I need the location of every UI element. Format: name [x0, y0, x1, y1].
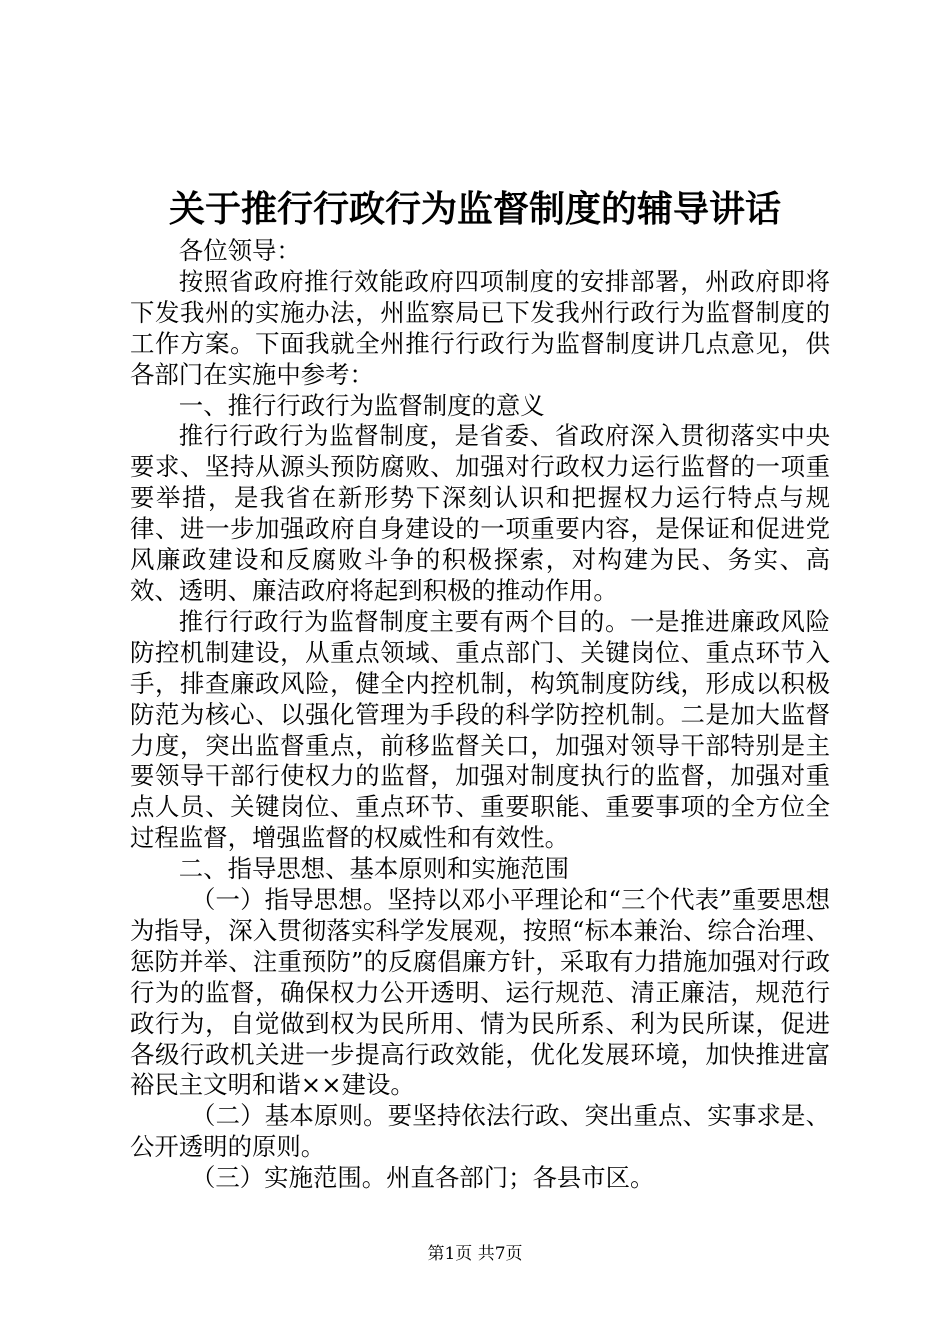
section-heading-2: 二、指导思想、基本原则和实施范围: [178, 854, 570, 884]
intro-paragraph: 按照省政府推行效能政府四项制度的安排部署，州政府即将下发我州的实施办法，州监察局已下发我州行政行为监督制度的工作方案。下面我就全州推行行政行为监督制度讲几点意见，供各部门在实施中参考：: [130, 266, 830, 389]
subsection-paragraph: （三）实施范围。州直各部门；各县市区。: [191, 1163, 655, 1193]
document-body: [130, 236, 830, 1194]
body-paragraph: 推行行政行为监督制度，是省委、省政府深入贯彻落实中央要求、坚持从源头预防腐败、加强对行政权力运行监督的一项重要举措，是我省在新形势下深刻认识和把握权力运行特点与规律、进一步加强政府自身建设的一项重要内容，是保证和促进党风廉政建设和反腐败斗争的积极探索，对构建为民、务实、高效、透明、廉洁政府将起到积极的推动作用。: [130, 421, 830, 605]
page-footer: 第1页 共7页: [427, 1244, 523, 1264]
subsection-paragraph: （一）指导思想。坚持以邓小平理论和“三个代表”重要思想为指导，深入贯彻落实科学发展观，按照“标本兼治、综合治理、惩防并举、注重预防”的反腐倡廉方针，采取有力措施加强对行政行为的监督，确保权力公开透明、运行规范、清正廉洁，规范行政行为，自觉做到权为民所用、情为民所系、利为民所谋，促进各级行政机关进一步提高行政效能，优化发展环境，加快推进富裕民主文明和谐××建设。: [130, 885, 830, 1100]
section-heading-1: 一、推行行政行为监督制度的意义: [178, 390, 545, 420]
body-paragraph: 推行行政行为监督制度主要有两个目的。一是推进廉政风险防控机制建设，从重点领域、重点部门、关键岗位、重点环节入手，排查廉政风险，健全内控机制，构筑制度防线，形成以积极防范为核心、以强化管理为手段的科学防控机制。二是加大监督力度，突出监督重点，前移监督关口，加强对领导干部特别是主要领导干部行使权力的监督，加强对制度执行的监督，加强对重点人员、关键岗位、重点环节、重要职能、重要事项的全方位全过程监督，增强监督的权威性和有效性。: [130, 606, 830, 853]
subsection-paragraph: （二）基本原则。要坚持依法行政、突出重点、实事求是、公开透明的原则。: [130, 1101, 830, 1162]
salutation: 各位领导：: [178, 236, 301, 265]
document-title: 关于推行行政行为监督制度的辅导讲话: [168, 189, 781, 230]
